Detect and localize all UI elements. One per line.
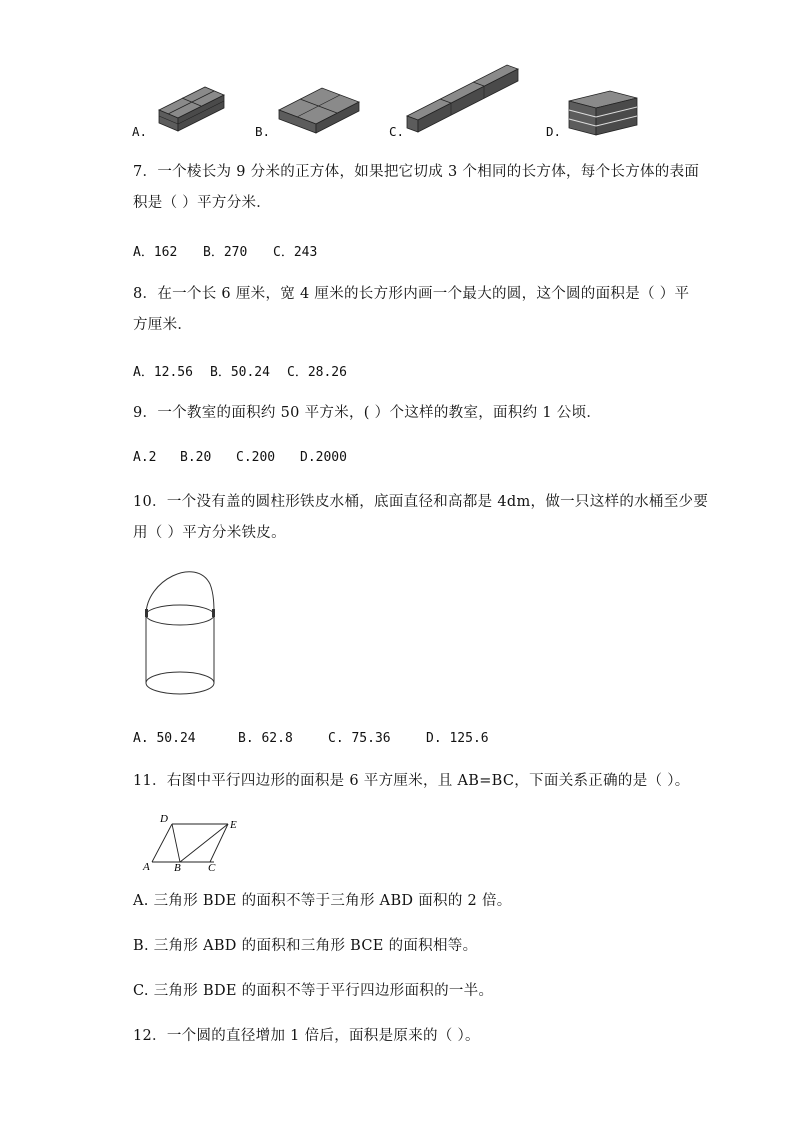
q8-line-1: 8．在一个长 6 厘米，宽 4 厘米的长方形内画一个最大的圆，这个圆的面积是（ ）平 xyxy=(133,286,690,302)
q12-line-1: 12．一个圆的直径增加 1 倍后，面积是原来的（ ）。 xyxy=(133,1028,480,1044)
q10-option-d[interactable]: D. 125.6 xyxy=(426,731,489,746)
q10-option-a[interactable]: A. 50.24 xyxy=(133,731,196,746)
q9-option-b[interactable]: B.20 xyxy=(180,450,212,465)
q8-line-2: 方厘米． xyxy=(133,317,193,333)
q8-option-c[interactable]: C．28.26 xyxy=(287,365,347,380)
q11-option-a[interactable]: A. 三角形 BDE 的面积不等于三角形 ABD 面积的 2 倍。 xyxy=(133,893,512,909)
q9-option-d[interactable]: D.2000 xyxy=(300,450,347,465)
q11-option-c[interactable]: C. 三角形 BDE 的面积不等于平行四边形面积的一半。 xyxy=(133,983,494,999)
q11-option-b[interactable]: B. 三角形 ABD 的面积和三角形 BCE 的面积相等。 xyxy=(133,938,478,954)
q8-option-b[interactable]: B．50.24 xyxy=(210,365,270,380)
q10-option-b[interactable]: B. 62.8 xyxy=(238,731,293,746)
q11-line-1: 11．右图中平行四边形的面积是 6 平方厘米，且 AB=BC，下面关系正确的是（ ）。 xyxy=(133,773,690,789)
q7-option-b[interactable]: B．270 xyxy=(203,245,248,260)
q6-option-b-figure xyxy=(276,84,362,136)
q10-option-c[interactable]: C. 75.36 xyxy=(328,731,391,746)
q6-option-c-label: C. xyxy=(389,124,405,139)
q6-option-d-label: D. xyxy=(546,124,562,139)
q7-line-1: 7．一个棱长为 9 分米的正方体，如果把它切成 3 个相同的长方体，每个长方体的表面 xyxy=(133,164,700,180)
q7-option-a[interactable]: A．162 xyxy=(133,245,178,260)
q6-option-a-figure xyxy=(156,84,228,136)
q8-option-a[interactable]: A．12.56 xyxy=(133,365,193,380)
point-d-label: D xyxy=(160,813,168,825)
q9-option-c[interactable]: C.200 xyxy=(236,450,276,465)
point-a-label: A xyxy=(143,861,150,872)
point-b-label: B xyxy=(174,862,181,872)
q6-option-a-label: A. xyxy=(132,124,148,139)
bucket-cylinder-figure xyxy=(140,570,230,700)
q7-line-2: 积是（ ）平方分米． xyxy=(133,195,272,211)
q6-option-d-figure xyxy=(566,88,640,140)
q9-option-a[interactable]: A.2 xyxy=(133,450,157,465)
parallelogram-figure xyxy=(140,810,250,872)
point-e-label: E xyxy=(230,819,237,831)
q6-option-b-label: B. xyxy=(255,124,271,139)
point-c-label: C xyxy=(208,862,216,872)
q6-option-c-figure xyxy=(404,62,522,138)
q10-line-1: 10．一个没有盖的圆柱形铁皮水桶，底面直径和高都是 4dm，做一只这样的水桶至少要 xyxy=(133,494,709,510)
q10-line-2: 用（ ）平方分米铁皮。 xyxy=(133,525,286,541)
q7-option-c[interactable]: C．243 xyxy=(273,245,318,260)
q9-line-1: 9．一个教室的面积约 50 平方米，( ）个这样的教室，面积约 1 公顷． xyxy=(133,405,602,421)
